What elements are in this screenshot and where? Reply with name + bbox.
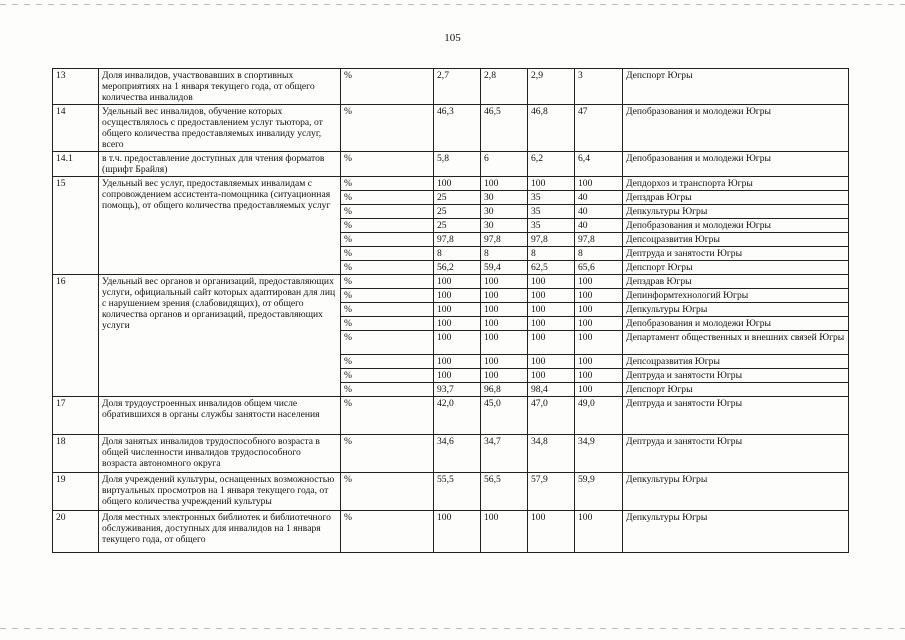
department-cell: Депсоцразвития Югры (623, 355, 849, 369)
table-body (53, 69, 849, 553)
value-cell-v3: 35 (528, 219, 575, 233)
unit-cell: % (341, 219, 434, 233)
value-cell-v4: 100 (575, 369, 623, 383)
value-cell-v3: 100 (528, 177, 575, 191)
unit-cell: % (341, 355, 434, 369)
value-cell-v3: 100 (528, 331, 575, 355)
value-cell-v1: 25 (434, 191, 481, 205)
page-number: 105 (444, 32, 461, 44)
indicator-description: Удельный вес услуг, предоставляемых инвалидам с сопровождением ассистента-помощника (ситуационная помощь), от общего количества предоставляемых услуг (99, 177, 341, 275)
value-cell-v1: 25 (434, 205, 481, 219)
row-number: 20 (53, 511, 99, 553)
value-cell-v1: 8 (434, 247, 481, 261)
indicator-description: Доля инвалидов, участвовавших в спортивных мероприятиях на 1 января текущего года, от общего количества инвалидов (99, 69, 341, 105)
value-cell-v4: 65,6 (575, 261, 623, 275)
value-cell-v2: 100 (481, 331, 528, 355)
value-cell-v4: 40 (575, 191, 623, 205)
unit-cell: % (341, 233, 434, 247)
value-cell-v1: 25 (434, 219, 481, 233)
value-cell-v3: 35 (528, 205, 575, 219)
unit-cell: % (341, 191, 434, 205)
value-cell-v3: 35 (528, 191, 575, 205)
value-cell-v3: 8 (528, 247, 575, 261)
value-cell-v2: 100 (481, 369, 528, 383)
unit-cell: % (341, 69, 434, 105)
value-cell-v3: 57,9 (528, 473, 575, 511)
department-cell: Депздрав Югры (623, 191, 849, 205)
value-cell-v4: 59,9 (575, 473, 623, 511)
value-cell-v2: 30 (481, 219, 528, 233)
value-cell-v2: 100 (481, 511, 528, 553)
value-cell-v3: 100 (528, 511, 575, 553)
value-cell-v1: 34,6 (434, 435, 481, 473)
value-cell-v2: 97,8 (481, 233, 528, 247)
row-number: 16 (53, 275, 99, 397)
table-row (53, 105, 849, 152)
indicator-description: Доля трудоустроенных инвалидов общем числе обратившихся в органы службы занятости населения (99, 397, 341, 435)
value-cell-v4: 100 (575, 177, 623, 191)
department-cell: Депкультуры Югры (623, 473, 849, 511)
table-row (53, 511, 849, 553)
value-cell-v4: 40 (575, 205, 623, 219)
value-cell-v2: 6 (481, 152, 528, 177)
scan-artifact-bottom (0, 628, 905, 629)
department-cell: Дептруда и занятости Югры (623, 435, 849, 473)
value-cell-v4: 49,0 (575, 397, 623, 435)
unit-cell: % (341, 511, 434, 553)
unit-cell: % (341, 435, 434, 473)
table-row (53, 177, 849, 191)
value-cell-v4: 100 (575, 331, 623, 355)
value-cell-v1: 93,7 (434, 383, 481, 397)
table-row (53, 275, 849, 289)
unit-cell: % (341, 289, 434, 303)
value-cell-v2: 100 (481, 177, 528, 191)
department-cell: Депспорт Югры (623, 69, 849, 105)
unit-cell: % (341, 369, 434, 383)
department-cell: Депдорхоз и транспорта Югры (623, 177, 849, 191)
department-cell: Депкультуры Югры (623, 303, 849, 317)
department-cell: Депобразования и молодежи Югры (623, 317, 849, 331)
value-cell-v4: 47 (575, 105, 623, 152)
value-cell-v2: 8 (481, 247, 528, 261)
value-cell-v1: 100 (434, 511, 481, 553)
department-cell: Департамент общественных и внешних связей Югры (623, 331, 849, 355)
value-cell-v3: 100 (528, 317, 575, 331)
value-cell-v4: 97,8 (575, 233, 623, 247)
department-cell: Депобразования и молодежи Югры (623, 219, 849, 233)
value-cell-v1: 100 (434, 275, 481, 289)
table-row (53, 152, 849, 177)
table-row (53, 435, 849, 473)
department-cell: Депобразования и молодежи Югры (623, 105, 849, 152)
value-cell-v4: 100 (575, 511, 623, 553)
unit-cell: % (341, 275, 434, 289)
value-cell-v2: 2,8 (481, 69, 528, 105)
department-cell: Депсоцразвития Югры (623, 233, 849, 247)
department-cell: Депспорт Югры (623, 383, 849, 397)
indicators-table (52, 68, 849, 553)
row-number: 19 (53, 473, 99, 511)
value-cell-v3: 100 (528, 275, 575, 289)
value-cell-v3: 100 (528, 369, 575, 383)
unit-cell: % (341, 473, 434, 511)
indicator-description: Доля учреждений культуры, оснащенных возможностью виртуальных просмотров на 1 января текущего года, от общего количества учреждений культуры (99, 473, 341, 511)
value-cell-v4: 100 (575, 317, 623, 331)
department-cell: Дептруда и занятости Югры (623, 397, 849, 435)
department-cell: Дептруда и занятости Югры (623, 369, 849, 383)
value-cell-v1: 100 (434, 317, 481, 331)
department-cell: Депздрав Югры (623, 275, 849, 289)
value-cell-v2: 56,5 (481, 473, 528, 511)
value-cell-v2: 100 (481, 303, 528, 317)
unit-cell: % (341, 383, 434, 397)
unit-cell: % (341, 303, 434, 317)
table-row (53, 397, 849, 435)
row-number: 13 (53, 69, 99, 105)
value-cell-v2: 30 (481, 191, 528, 205)
value-cell-v3: 98,4 (528, 383, 575, 397)
indicator-description: в т.ч. предоставление доступных для чтения форматов (шрифт Брайля) (99, 152, 341, 177)
value-cell-v2: 30 (481, 205, 528, 219)
row-number: 15 (53, 177, 99, 275)
value-cell-v1: 55,5 (434, 473, 481, 511)
value-cell-v3: 97,8 (528, 233, 575, 247)
department-cell: Депинформтехнологий Югры (623, 289, 849, 303)
value-cell-v2: 96,8 (481, 383, 528, 397)
row-number: 14.1 (53, 152, 99, 177)
value-cell-v3: 34,8 (528, 435, 575, 473)
value-cell-v3: 100 (528, 355, 575, 369)
value-cell-v4: 3 (575, 69, 623, 105)
value-cell-v4: 100 (575, 383, 623, 397)
value-cell-v3: 100 (528, 289, 575, 303)
scan-artifact-top (0, 4, 905, 5)
unit-cell: % (341, 261, 434, 275)
department-cell: Дептруда и занятости Югры (623, 247, 849, 261)
value-cell-v1: 97,8 (434, 233, 481, 247)
value-cell-v1: 100 (434, 289, 481, 303)
unit-cell: % (341, 205, 434, 219)
value-cell-v1: 46,3 (434, 105, 481, 152)
row-number: 17 (53, 397, 99, 435)
value-cell-v3: 6,2 (528, 152, 575, 177)
value-cell-v3: 62,5 (528, 261, 575, 275)
indicator-description: Доля занятых инвалидов трудоспособного возраста в общей численности инвалидов трудоспособного возраста автономного округа (99, 435, 341, 473)
unit-cell: % (341, 177, 434, 191)
row-number: 14 (53, 105, 99, 152)
value-cell-v3: 47,0 (528, 397, 575, 435)
value-cell-v2: 100 (481, 289, 528, 303)
unit-cell: % (341, 152, 434, 177)
value-cell-v1: 5,8 (434, 152, 481, 177)
unit-cell: % (341, 317, 434, 331)
indicator-description: Удельный вес инвалидов, обучение которых осуществлялось с предоставлением услуг тьютора, от общего количества предоставляемых инвалиду услуг, всего (99, 105, 341, 152)
value-cell-v1: 100 (434, 355, 481, 369)
indicator-description: Удельный вес органов и организаций, предоставляющих услуги, официальный сайт которых адаптирован для лиц с нарушением зрения (слабовидящих), от общего количества органов и организаций, предоставляющих услуги (99, 275, 341, 397)
value-cell-v1: 100 (434, 331, 481, 355)
unit-cell: % (341, 247, 434, 261)
value-cell-v4: 34,9 (575, 435, 623, 473)
department-cell: Депкультуры Югры (623, 511, 849, 553)
row-number: 18 (53, 435, 99, 473)
value-cell-v2: 59,4 (481, 261, 528, 275)
value-cell-v4: 6,4 (575, 152, 623, 177)
value-cell-v2: 46,5 (481, 105, 528, 152)
indicator-description: Доля местных электронных библиотек и библиотечного обслуживания, доступных для инвалидов на 1 января текущего года, от общего (99, 511, 341, 553)
department-cell: Депобразования и молодежи Югры (623, 152, 849, 177)
value-cell-v4: 100 (575, 275, 623, 289)
value-cell-v1: 2,7 (434, 69, 481, 105)
unit-cell: % (341, 397, 434, 435)
department-cell: Депкультуры Югры (623, 205, 849, 219)
value-cell-v4: 100 (575, 355, 623, 369)
value-cell-v4: 40 (575, 219, 623, 233)
value-cell-v1: 100 (434, 303, 481, 317)
value-cell-v2: 100 (481, 275, 528, 289)
value-cell-v4: 100 (575, 303, 623, 317)
value-cell-v3: 46,8 (528, 105, 575, 152)
value-cell-v3: 2,9 (528, 69, 575, 105)
value-cell-v1: 100 (434, 177, 481, 191)
value-cell-v1: 42,0 (434, 397, 481, 435)
value-cell-v2: 45,0 (481, 397, 528, 435)
value-cell-v1: 56,2 (434, 261, 481, 275)
unit-cell: % (341, 331, 434, 355)
unit-cell: % (341, 105, 434, 152)
value-cell-v2: 100 (481, 355, 528, 369)
table-row (53, 69, 849, 105)
table-row (53, 473, 849, 511)
value-cell-v2: 34,7 (481, 435, 528, 473)
value-cell-v1: 100 (434, 369, 481, 383)
value-cell-v4: 8 (575, 247, 623, 261)
department-cell: Депспорт Югры (623, 261, 849, 275)
value-cell-v3: 100 (528, 303, 575, 317)
value-cell-v4: 100 (575, 289, 623, 303)
value-cell-v2: 100 (481, 317, 528, 331)
